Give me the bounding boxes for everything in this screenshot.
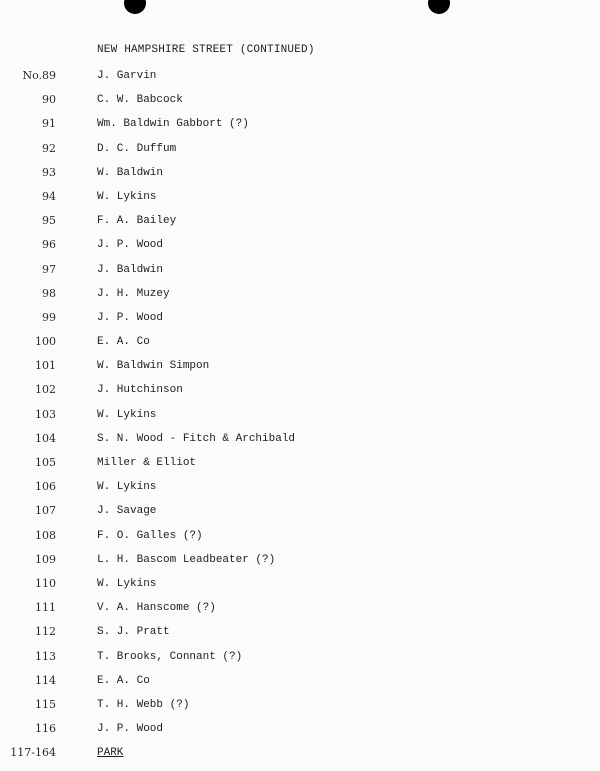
owner-name: W. Baldwin — [97, 166, 164, 179]
owner-name: F. A. Bailey — [97, 215, 177, 228]
list-item — [0, 233, 600, 257]
owner-name: J. Savage — [97, 505, 157, 518]
list-item — [0, 282, 600, 306]
owner-name: J. Garvin — [97, 70, 157, 82]
list-item — [0, 548, 600, 572]
list-item — [0, 475, 600, 499]
list-item — [0, 137, 600, 161]
list-item — [0, 645, 600, 669]
list-item — [0, 330, 600, 354]
lot-number: 103 — [35, 407, 56, 421]
owner-name: J. Baldwin — [97, 263, 164, 276]
owner-name: J. P. Wood — [97, 723, 164, 736]
lot-number: 101 — [35, 359, 56, 373]
owner-name: E. A. Co — [97, 336, 150, 349]
owner-name: S. J. Pratt — [97, 626, 170, 639]
list-item — [0, 403, 600, 427]
lot-number: 90 — [42, 93, 56, 107]
lot-number: 113 — [35, 649, 56, 663]
list-item — [0, 741, 600, 765]
lot-number: 97 — [42, 262, 56, 276]
lot-number: 93 — [42, 165, 56, 179]
owner-name: F. O. Galles (?) — [97, 529, 203, 542]
lot-number: 99 — [42, 310, 56, 324]
owner-name: PARK — [97, 747, 124, 760]
lot-number: 111 — [35, 601, 56, 615]
punch-hole-left — [124, 0, 146, 14]
lot-number: 104 — [35, 431, 56, 445]
lot-number: 112 — [35, 625, 56, 639]
owner-name: W. Lykins — [97, 577, 157, 590]
lot-number: 116 — [35, 722, 56, 736]
lot-number: 92 — [42, 141, 56, 155]
owner-name: W. Lykins — [97, 481, 157, 494]
list-item — [0, 306, 600, 330]
list-item — [0, 717, 600, 741]
owner-name: J. P. Wood — [97, 239, 164, 252]
lot-number: 114 — [35, 673, 56, 687]
owner-name: C. W. Babcock — [97, 94, 183, 107]
punch-hole-right — [428, 0, 450, 14]
owner-name: W. Lykins — [97, 408, 157, 421]
list-item — [0, 524, 600, 548]
lot-number: 95 — [42, 214, 56, 228]
owner-name: D. C. Duffum — [97, 142, 177, 155]
lot-number: 109 — [35, 552, 56, 566]
owner-name: E. A. Co — [97, 674, 150, 687]
lot-number: 110 — [35, 576, 56, 590]
lot-number: 105 — [35, 456, 56, 469]
lot-number: 107 — [35, 504, 56, 518]
lot-number: 117-164 — [10, 746, 56, 760]
list-item — [0, 258, 600, 282]
list-item — [0, 354, 600, 378]
owner-name: S. N. Wood - Fitch & Archibald — [97, 432, 296, 445]
list-item — [0, 88, 600, 112]
entry-list — [0, 64, 600, 765]
lot-number: 106 — [35, 480, 56, 494]
lot-number: 108 — [35, 528, 56, 542]
lot-number: 102 — [35, 383, 56, 397]
owner-name: T. H. Webb (?) — [97, 698, 190, 711]
list-item — [0, 209, 600, 233]
list-item — [0, 620, 600, 644]
page-title: NEW HAMPSHIRE STREET (CONTINUED) — [97, 44, 315, 56]
lot-number: No.89 — [22, 69, 56, 82]
owner-name: W. Lykins — [97, 190, 157, 203]
owner-name: J. H. Muzey — [97, 287, 170, 300]
owner-name: J. P. Wood — [97, 311, 164, 324]
lot-number: 100 — [35, 335, 56, 349]
list-item — [0, 378, 600, 402]
owner-name: J. Hutchinson — [97, 384, 183, 397]
list-item — [0, 427, 600, 451]
owner-name: W. Baldwin Simpon — [97, 360, 210, 373]
list-item — [0, 572, 600, 596]
owner-name: Miller & Elliot — [97, 457, 197, 469]
list-item — [0, 185, 600, 209]
list-item — [0, 669, 600, 693]
list-item — [0, 64, 600, 88]
lot-number: 91 — [42, 117, 56, 131]
list-item — [0, 499, 600, 523]
owner-name: Wm. Baldwin Gabbort (?) — [97, 118, 249, 131]
owner-name: V. A. Hanscome (?) — [97, 602, 216, 615]
lot-number: 98 — [42, 286, 56, 300]
owner-name: L. H. Bascom Leadbeater (?) — [97, 553, 276, 566]
owner-name: T. Brooks, Connant (?) — [97, 650, 243, 663]
list-item — [0, 693, 600, 717]
list-item — [0, 112, 600, 136]
lot-number: 115 — [35, 697, 56, 711]
lot-number: 96 — [42, 238, 56, 252]
list-item — [0, 596, 600, 620]
list-item — [0, 451, 600, 475]
lot-number: 94 — [42, 189, 56, 203]
list-item — [0, 161, 600, 185]
